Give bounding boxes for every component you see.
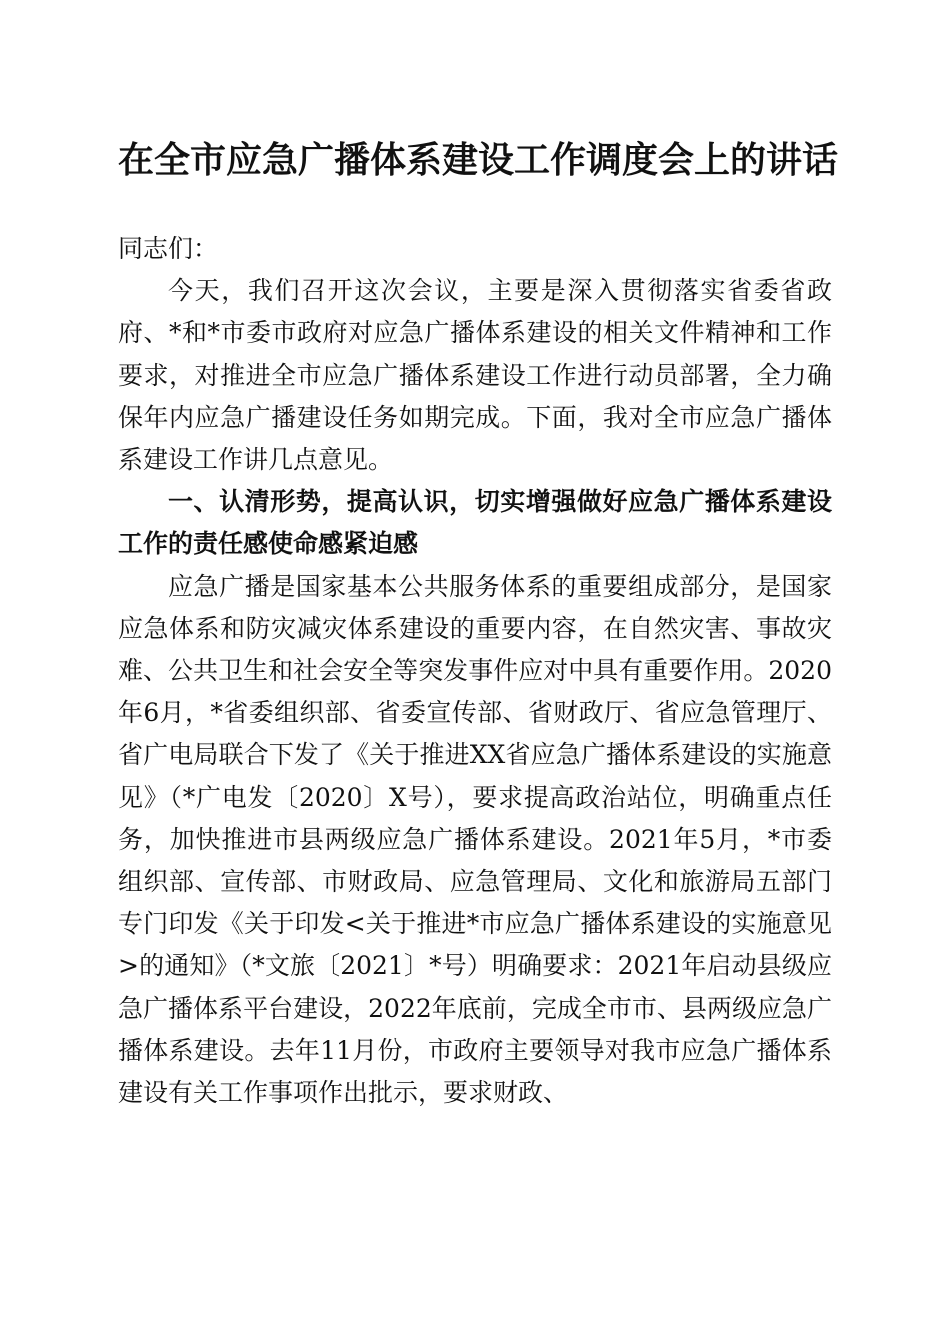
document-title: 在全市应急广播体系建设工作调度会上的讲话 bbox=[118, 139, 839, 181]
intro-paragraph: 今天，我们召开这次会议，主要是深入贯彻落实省委省政府、*和*市委市政府对应急广播体系建设的相关文件精神和工作要求，对推进全市应急广播体系建设工作进行动员部署，全力确保年内应急广播建设任务如期完成。下面，我对全市应急广播体系建设工作讲几点意见。 bbox=[118, 276, 832, 475]
section-1-paragraph: 应急广播是国家基本公共服务体系的重要组成部分，是国家应急体系和防灾减灾体系建设的重要内容，在自然灾害、事故灾难、公共卫生和社会安全等突发事件应对中具有重要作用。2020年6月，*省委组织部、省委宣传部、省财政厅、省应急管理厅、省广电局联合下发了《关于推进XX省应急广播体系建设的实施意见》（*广电发〔2020〕X号），要求提高政治站位，明确重点任务，加快推进市县两级应急广播体系建设。2021年5月，*市委组织部、宣传部、市财政局、应急管理局、文化和旅游局五部门专门印发《关于印发<关于推进*市应急广播体系建设的实施意见>的通知》（*文旅〔2021〕*号）明确要求：2021年启动县级应急广播体系平台建设，2022年底前，完成全市市、县两级应急广播体系建设。去年11月份，市政府主要领导对我市应急广播体系建设有关工作事项作出批示，要求财政、 bbox=[118, 571, 832, 1108]
document-body bbox=[118, 228, 832, 1114]
section-heading-1: 一、认清形势，提高认识，切实增强做好应急广播体系建设工作的责任感使命感紧迫感 bbox=[118, 487, 832, 559]
salutation: 同志们： bbox=[118, 234, 219, 263]
